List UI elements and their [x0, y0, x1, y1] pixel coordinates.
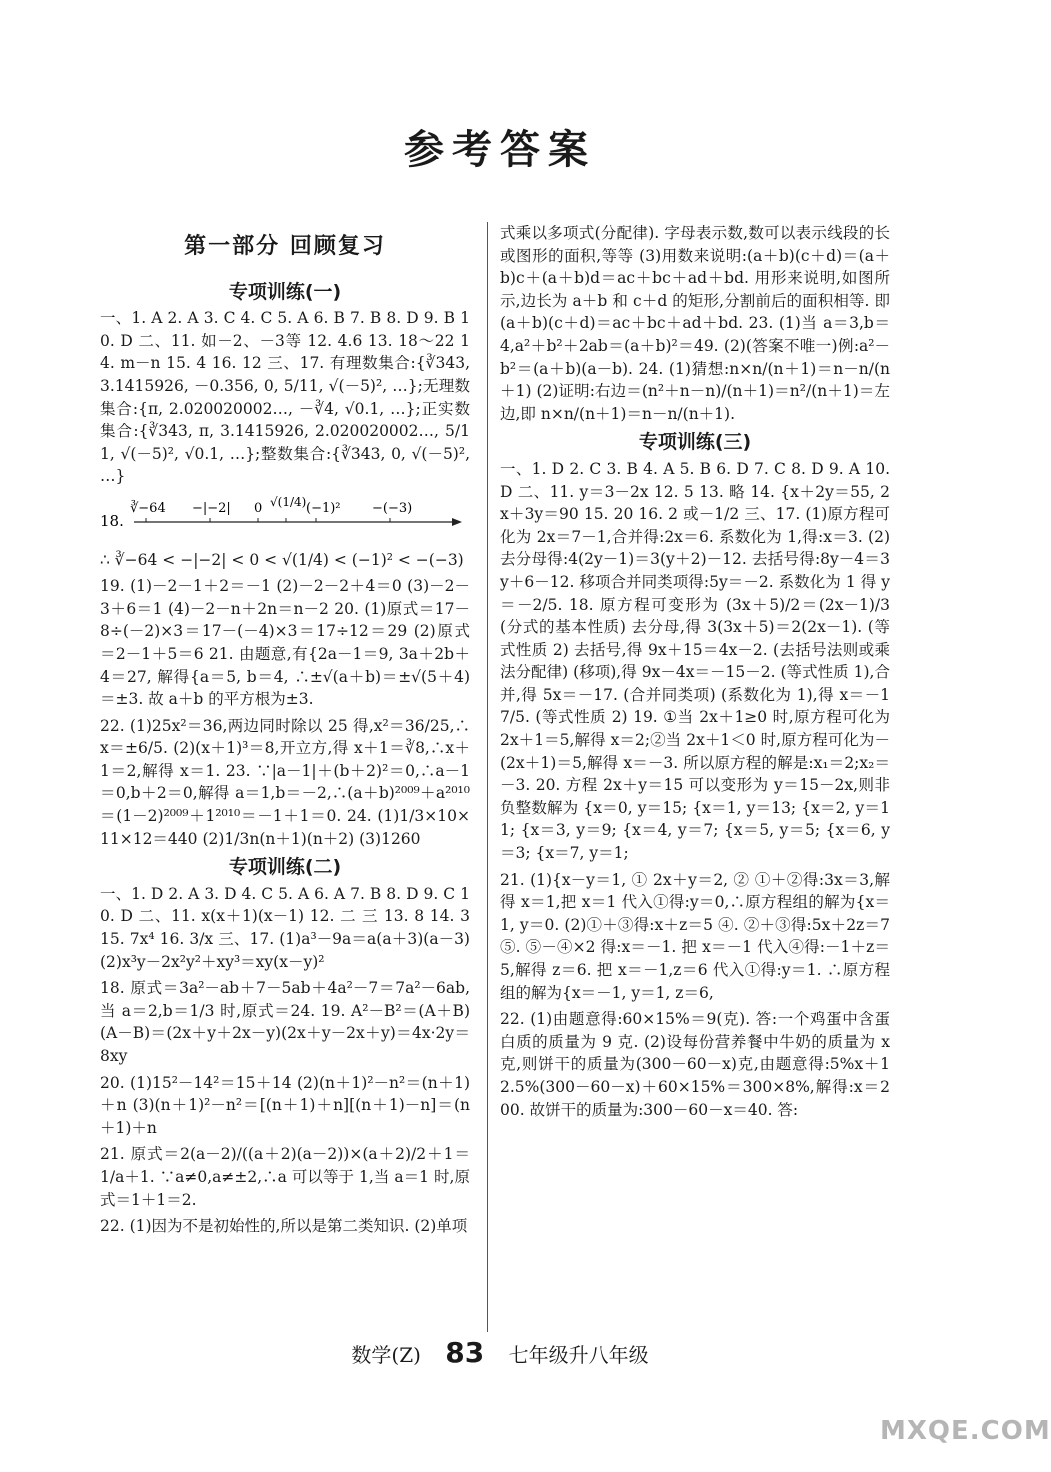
- number-line-arrow: [452, 518, 462, 526]
- footer-subject: 数学(Z): [351, 1343, 421, 1367]
- section1-answers-3: 19. (1)－2－1＋2＝－1 (2)－2－2＋4＝0 (3)－2－3＋6＝1 (4)－2－n＋2n＝n－2 20. (1)原式＝17－8÷(－2)×3＝17－(－4)×3＝17÷12＝29 (2)原式＝2－1＋5＝6 21. 由题意,有{2a－1＝9, 3a＋2b＋4＝27, 解得{a＝5, b＝4, ∴±√(a＋b)＝±√(5＋4)＝±3. 故 a＋b 的平方根为±3.: [100, 577, 470, 709]
- numline-label: −(−3): [372, 500, 413, 516]
- section2-answers-1: 一、1. D 2. A 3. D 4. C 5. A 6. A 7. B 8. D 9. C 10. D 二、11. x(x＋1)(x－1) 12. 二 三 13. 8 14. 3 15. 7x⁴ 16. 3/x 三、17. (1)a³－9a＝a(a＋3)(a－3) (2)x³y－2x²y²＋xy³＝xy(x－y)²: [100, 884, 470, 971]
- number-line-block: [100, 492, 470, 543]
- section3-answers-1: 一、1. D 2. C 3. B 4. A 5. B 6. D 7. C 8. D 9. A 10. D 二、11. y＝3－2x 12. 5 13. 略 14. {x＋2y＝55, 2x＋3y＝90 15. 20 16. 2 或－1/2 三、17. (1)原方程可化为 2x＝7－1,合并得:2x＝6. 系数化为 1,得:x＝3. (2)去分母得:4(2y－1)＝3(y＋2)－12. 去括号得:8y－4＝3y＋6－12. 移项合并同类项得:5y＝－2. 系数化为 1 得 y＝－2/5. 18. 原方程可变形为 (3x＋5)/2＝(2x－1)/3 (分式的基本性质) 去分母,得 3(3x＋5)＝2(2x－1). (等式性质 2) 去括号,得 9x＋15＝4x－2. (去括号法则或乘法分配律) (移项),得 9x－4x＝－15－2. (等式性质 1),合并,得 5x＝－17. (合并同类项) (系数化为 1),得 x＝－17/5. (等式性质 2) 19. ①当 2x＋1≥0 时,原方程可化为 2x＋1＝5,解得 x＝2;②当 2x＋1＜0 时,原方程可化为－(2x＋1)＝5,解得 x＝－3. 所以原方程的解是:x₁＝2;x₂＝－3. 20. 方程 2x＋y＝15 可以变形为 y＝15－2x,则非负整数解为 {x＝0, y＝15; {x＝1, y＝13; {x＝2, y＝11; {x＝3, y＝9; {x＝4, y＝7; {x＝5, y＝5; {x＝6, y＝3; {x＝7, y＝1;: [500, 459, 890, 863]
- page-title: 参考答案: [404, 127, 596, 173]
- section2-answers-3: 20. (1)15²－14²＝15＋14 (2)(n＋1)²－n²＝(n＋1)＋n (3)(n＋1)²－n²＝[(n＋1)＋n][(n＋1)－n]＝(n＋1)＋n: [100, 1073, 470, 1137]
- number-line: [100, 492, 470, 536]
- left-column: [100, 222, 470, 1242]
- numline-label: ∛−64: [130, 500, 166, 516]
- right-column: [500, 222, 890, 1125]
- section3-answers-2: 21. (1){x－y＝1, ① 2x＋y＝2, ② ①＋②得:3x＝3,解得 x＝1,把 x＝1 代入①得:y＝0,∴原方程组的解为{x＝1, y＝0. (2)①＋③得:x＋z＝5 ④. ②＋③得:5x＋2z＝7 ⑤. ⑤－④×2 得:x＝－1. 把 x＝－1 代入④得:－1＋z＝5,解得 z＝6. 把 x＝－1,z＝6 代入①得:y＝1. ∴原方程组的解为{x＝－1, y＝1, z＝6,: [500, 870, 890, 1002]
- footer-grade: 七年级升八年级: [508, 1343, 649, 1367]
- section2-continued: 式乘以多项式(分配律). 字母表示数,数可以表示线段的长或图形的面积,等等 (3)用数来说明:(a＋b)(c＋d)＝(a＋b)c＋(a＋b)d＝ac＋bc＋ad＋bd. 用形来说明,如图所示,边长为 a＋b 和 c＋d 的矩形,分割前后的面积相等. 即(a＋b)(c＋d)＝ac＋bc＋ad＋bd. 23. (1)当 a＝3,b＝4,a²＋b²＋2ab＝(a＋b)²＝49. (2)(答案不唯一)例:a²－b²＝(a＋b)(a－b). 24. (1)猜想:n×n/(n＋1)＝n－n/(n＋1) (2)证明:右边＝(n²＋n－n)/(n＋1)＝n²/(n＋1)＝左边,即 n×n/(n＋1)＝n－n/(n＋1).: [500, 224, 890, 423]
- numline-label: −|−2|: [192, 500, 231, 516]
- numline-label: 0: [254, 500, 263, 516]
- page-footer: [0, 1336, 1000, 1369]
- part-title: 第一部分 回顾复习: [184, 234, 386, 259]
- numline-label: √(1/4): [270, 494, 307, 509]
- section2-answers-2: 18. 原式＝3a²－ab＋7－5ab＋4a²－7＝7a²－6ab,当 a＝2,b＝1/3 时,原式＝24. 19. A²－B²＝(A＋B)(A－B)＝(2x＋y＋2x－y)(2x＋y－2x＋y)＝4x·2y＝8xy: [100, 979, 470, 1065]
- page-number: 83: [445, 1336, 485, 1369]
- section1-answers-4: 22. (1)25x²＝36,两边同时除以 25 得,x²＝36/25,∴x＝±6/5. (2)(x＋1)³＝8,开立方,得 x＋1＝∛8,∴x＋1＝2,解得 x＝1. 23. ∵|a－1|＋(b＋2)²＝0,∴a－1＝0,b＋2＝0,解得 a＝1,b＝－2,∴(a＋b)²⁰⁰⁹＋a²⁰¹⁰＝(1－2)²⁰⁰⁹＋1²⁰¹⁰＝－1＋1＝0. 24. (1)1/3×10×11×12＝440 (2)1/3n(n＋1)(n＋2) (3)1260: [100, 716, 470, 848]
- numline-label: (−1)²: [306, 500, 341, 516]
- section1-answers-2: ∴ ∛−64 < −|−2| < 0 < √(1/4) < (−1)² < −(−3): [100, 550, 464, 569]
- section2-answers-5: 22. (1)因为不是初始性的,所以是第二类知识. (2)单项: [100, 1217, 468, 1236]
- section-title-3: 专项训练(三): [638, 431, 752, 454]
- watermark-logo: MXQE.COM: [880, 1416, 1051, 1446]
- section-title-1: 专项训练(一): [228, 280, 342, 303]
- column-divider: [487, 222, 488, 1332]
- section-title-2: 专项训练(二): [228, 856, 342, 879]
- section1-answers-1: 一、1. A 2. A 3. C 4. C 5. A 6. B 7. B 8. D 9. B 10. D 二、11. 如－2、－3等 12. 4.6 13. 18～22 14. m－n 15. 4 16. 12 三、17. 有理数集合:{∛343, 3.1415926, －0.356, 0, 5/11, √(－5)², …};无理数集合:{π, 2.020020002…, －∛4, √0.1, …};正实数集合:{∛343, π, 3.1415926, 2.020020002…, 5/11, √(－5)², √0.1, …};整数集合:{∛343, 0, √(－5)², …}: [100, 309, 470, 486]
- section2-answers-4: 21. 原式＝2(a－2)/((a＋2)(a－2))×(a＋2)/2＋1＝1/a＋1. ∵a≠0,a≠±2,∴a 可以等于 1,当 a＝1 时,原式＝1＋1＝2.: [100, 1145, 470, 1209]
- q18-label: 18.: [100, 511, 124, 530]
- section3-answers-3: 22. (1)由题意得:60×15%＝9(克). 答:一个鸡蛋中含蛋白质的质量为 9 克. (2)设每份营养餐中牛奶的质量为 x 克,则饼干的质量为(300－60－x)克,由题意得:5%x＋12.5%(300－60－x)＋60×15%＝300×8%,解得:x＝200. 故饼干的质量为:300－60－x＝40. 答:: [500, 1010, 890, 1119]
